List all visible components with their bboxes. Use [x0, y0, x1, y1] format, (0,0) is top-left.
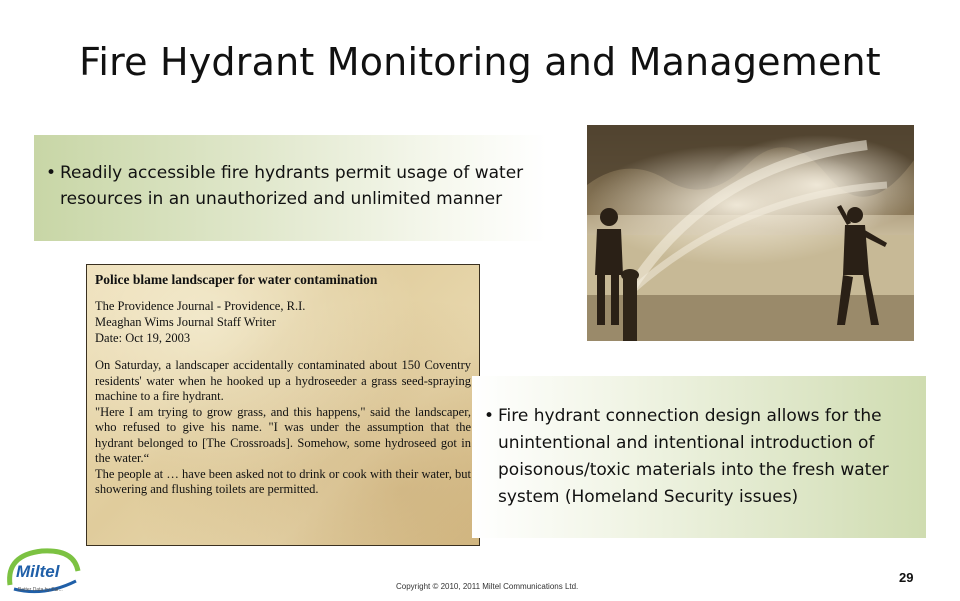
page-number: 29 — [899, 570, 914, 585]
bullet-icon: • — [484, 406, 495, 426]
article-headline: Police blame landscaper for water contamination — [95, 272, 378, 287]
news-article-clipping — [86, 264, 480, 546]
logo-tagline: Better Data by Far... — [18, 587, 63, 593]
article-source: The Providence Journal - Providence, R.I. — [95, 299, 306, 313]
logo-wordmark: Miltel — [16, 562, 60, 581]
bottom-bullet-text: Fire hydrant connection design allows for the unintentional and intentional introduction of poisonous/toxic materials into the fresh water system (Homeland Security issues) — [498, 406, 889, 507]
article-paragraph: "Here I am trying to grow grass, and this happens," said the landscaper, who refused to give his name. "I was under the assumption that the hydrant belonged to [The Crossroads]. Somehow, some hydroseed got in the water.“ — [95, 404, 471, 465]
article-meta — [95, 298, 471, 346]
hydrant-spray-photo — [587, 125, 914, 341]
article-author: Meaghan Wims Journal Staff Writer — [95, 315, 276, 329]
article-body — [95, 358, 471, 498]
bottom-bullet-panel — [472, 376, 926, 538]
slide-title: Fire Hydrant Monitoring and Management — [79, 40, 881, 84]
article-paragraph: The people at … have been asked not to drink or cook with their water, but showering and flushing toilets are permitted. — [95, 466, 471, 496]
bullet-icon: • — [46, 163, 57, 183]
logo-icon — [4, 545, 82, 597]
top-bullet-text: Readily accessible fire hydrants permit usage of water resources in an unauthorized and unlimited manner — [60, 163, 524, 209]
article-paragraph: On Saturday, a landscaper accidentally contaminated about 150 Coventry residents' water when he hooked up a hydroseeder a grass seed-spraying machine to a fire hydrant. — [95, 358, 471, 403]
copyright-notice: Copyright © 2010, 2011 Miltel Communications Ltd. — [396, 582, 579, 591]
article-date: Date: Oct 19, 2003 — [95, 331, 191, 345]
bottom-bullet — [484, 403, 918, 511]
miltel-logo — [4, 545, 82, 597]
top-bullet — [46, 160, 545, 212]
top-bullet-panel — [34, 135, 547, 241]
photo-illustration — [587, 125, 914, 341]
